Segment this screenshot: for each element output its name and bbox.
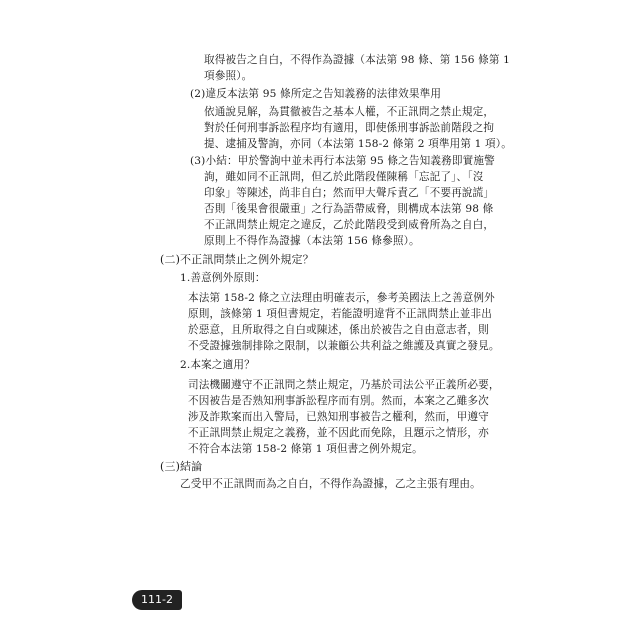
text-line: 項參照）。: [204, 70, 253, 82]
text-line: 涉及詐欺案而出入警局，已熟知刑事被告之權利，然而，甲遵守: [188, 411, 489, 423]
text-line: 不正訊問禁止規定之義務，並不因此而免除，且題示之情形，亦: [188, 427, 489, 439]
text-line: 詢，雖如同不正訊問，但乙於此階段僅陳稱「忘記了」、「沒: [204, 171, 484, 183]
text-line: 否則「後果會很嚴重」之行為語帶威脅，則構成本法第 98 條: [204, 203, 494, 215]
text-line: 本法第 158-2 條之立法理由明確表示，參考美國法上之善意例外: [188, 292, 495, 304]
text-line: 司法機關遵守不正訊問之禁止規定，乃基於司法公平正義所必要，: [188, 379, 500, 391]
subheading: (2)違反本法第 95 條所定之告知義務的法律效果準用: [190, 88, 442, 100]
text-line: 取得被告之自白，不得作為證據（本法第 98 條、第 156 條第 1: [204, 54, 511, 66]
text-line: 不因被告是否熟知刑事訴訟程序而有別。然而，本案之乙雖多次: [188, 395, 489, 407]
text-line: 乙受甲不正訊問而為之自白，不得作為證據，乙之主張有理由。: [180, 478, 481, 490]
text-line: 對於任何刑事訴訟程序均有適用，即使係刑事訴訟前階段之拘: [204, 122, 495, 134]
text-line: 原則，該條第 1 項但書規定，若能證明違背不正訊問禁止並非出: [188, 308, 493, 320]
text-line: 原則上不得作為證據（本法第 156 條參照）。: [204, 235, 420, 247]
text-line: 提、逮捕及警詢，亦同（本法第 158-2 條第 2 項準用第 1 項）。: [204, 138, 512, 150]
text-line: 印象」等陳述，尚非自白；然而甲大聲斥責乙「不要再說謊」: [204, 187, 495, 199]
text-line: 不正訊問禁止規定之違反，乙於此階段受到威脅所為之自白，: [204, 219, 495, 231]
subheading: 1.善意例外原則：: [180, 272, 266, 284]
text-line: 不符合本法第 158-2 條第 1 項但書之例外規定。: [188, 443, 423, 455]
page-number-badge: 111-2: [132, 590, 182, 610]
section-heading: (二)不正訊問禁止之例外規定？: [160, 253, 314, 266]
text-line: 不受證據強制排除之限制，以兼顧公共利益之維護及真實之發見。: [188, 340, 500, 352]
subheading: (3)小結：甲於警詢中並未再行本法第 95 條之告知義務即實施警: [190, 155, 495, 167]
text-line: 於惡意，且所取得之自白或陳述，係出於被告之自由意志者，則: [188, 324, 489, 336]
text-line: 依通說見解，為貫徹被告之基本人權，不正訊問之禁止規定，: [204, 106, 495, 118]
section-heading: (三)結論: [160, 460, 203, 473]
subheading: 2.本案之適用？: [180, 359, 255, 371]
